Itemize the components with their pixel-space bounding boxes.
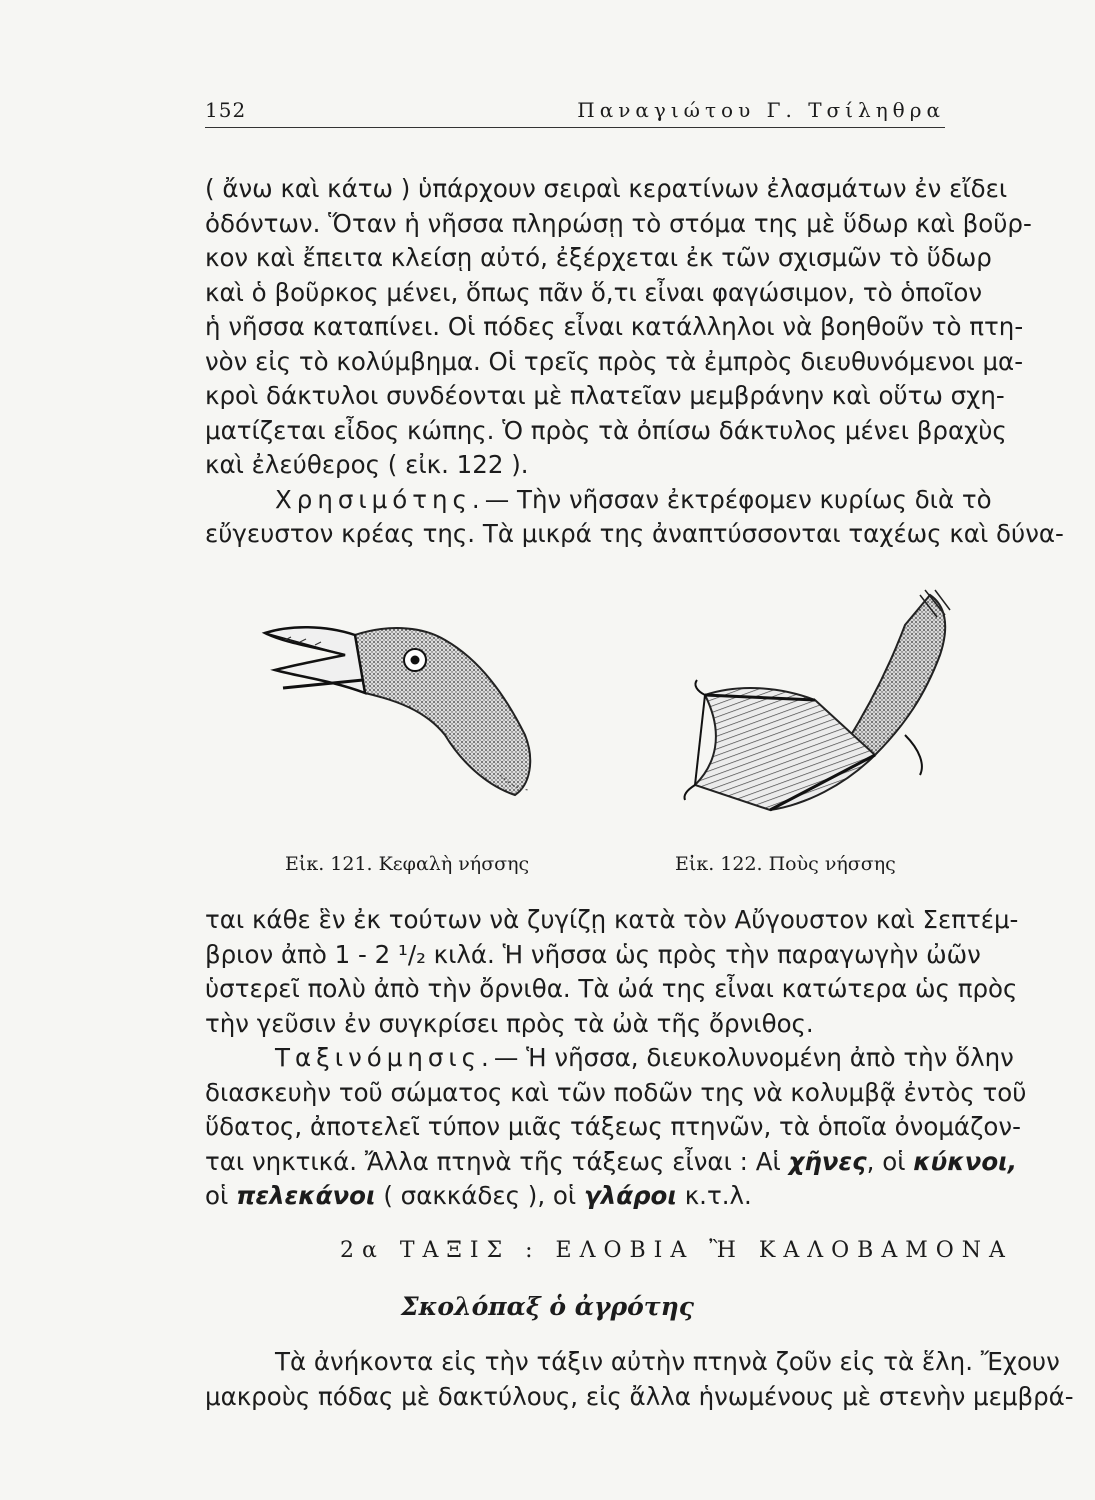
text-line: εὔγευστον κρέας της. Τὰ μικρά της ἀναπτύσσονται ταχέως καὶ δύνα- xyxy=(205,519,1064,548)
text-line: Τὰ ἀνήκοντα εἰς τὴν τάξιν αὐτὴν πτηνὰ ζοῦν εἰς τὰ ἕλη. Ἔχουν xyxy=(275,1347,1060,1376)
text-line: καὶ ἐλεύθερος ( εἰκ. 122 ). xyxy=(205,450,529,479)
text-line: ἡ νῆσσα καταπίνει. Οἱ πόδες εἶναι κατάλληλοι νὰ βοηθοῦν τὸ πτη- xyxy=(205,312,1024,341)
text-span: ( σακκάδες ), οἱ xyxy=(375,1181,584,1210)
duck-foot-illustration xyxy=(675,585,965,845)
text-block-top xyxy=(205,172,1064,552)
text-line: ὕδατος, ἀποτελεῖ τύπον μιᾶς τάξεως πτηνῶν, τὰ ὁποῖα ὀνομάζον- xyxy=(205,1112,1021,1141)
term-geese: χῆνες xyxy=(788,1146,867,1176)
text-line: ὑστερεῖ πολὺ ἀπὸ τὴν ὄρνιθα. Τὰ ὠά της εἶναι κατώτερα ὡς πρὸς xyxy=(205,974,1018,1003)
figure-121-caption: Εἰκ. 121. Κεφαλὴ νήσσης xyxy=(285,853,530,875)
running-head xyxy=(205,98,945,128)
duck-head-illustration xyxy=(245,585,545,815)
text-span: ται νηκτικά. Ἄλλα πτηνὰ τῆς τάξεως εἶναι : Αἱ xyxy=(205,1146,789,1176)
text-line: ( ἄνω καὶ κάτω ) ὑπάρχουν σειραὶ κερατίνων ἐλασμάτων ἐν εἴδει xyxy=(205,174,1008,203)
page-number: 152 xyxy=(205,98,247,122)
text-line xyxy=(205,1179,950,1214)
text-line xyxy=(205,1145,1018,1180)
figure-122-caption: Εἰκ. 122. Ποὺς νήσσης xyxy=(675,853,896,875)
running-title: Παναγιώτου Γ. Τσίληθρα xyxy=(577,98,945,122)
text-line: διασκευὴν τοῦ σώματος καὶ τῶν ποδῶν της νὰ κολυμβᾷ ἐντὸς τοῦ xyxy=(205,1077,1027,1107)
text-line: τὴν γεῦσιν ἐν συγκρίσει πρὸς τὰ ὠὰ τῆς ὄρνιθος. xyxy=(205,1008,814,1038)
text-span: — Ἡ νῆσσα, διευκολυνομένη ἀπὸ τὴν ὅλην xyxy=(493,1043,1014,1072)
header-rule xyxy=(205,127,945,128)
figures-row xyxy=(205,585,950,885)
text-line: καὶ ὁ βοῦρκος μένει, ὅπως πᾶν ὅ,τι εἶναι φαγώσιμον, τὸ ὁποῖον xyxy=(205,277,983,307)
paragraph-usefulness xyxy=(205,483,992,518)
text-line: μακροὺς πόδας μὲ δακτύλους, εἰς ἄλλα ἡνωμένους μὲ στενὴν μεμβρά- xyxy=(205,1381,1074,1411)
text-line: βριον ἀπὸ 1 - 2 ¹/₂ κιλά. Ἡ νῆσσα ὡς πρὸς τὴν παραγωγὴν ὠῶν xyxy=(205,939,981,969)
text-line: κον καὶ ἔπειτα κλείσῃ αὐτό, ἐξέρχεται ἐκ τῶν σχισμῶν τὸ ὕδωρ xyxy=(205,243,992,272)
text-span: οἱ xyxy=(205,1181,237,1210)
section-heading-usefulness: Χρησιμότης. xyxy=(275,484,485,514)
section-heading-classification: Ταξινόμησις. xyxy=(275,1043,494,1072)
text-line: νὸν εἰς τὸ κολύμβημα. Οἱ τρεῖς πρὸς τὰ ἐμπρὸς διευθυνόμενοι μα- xyxy=(205,346,1024,376)
text-block-bottom xyxy=(205,1345,1074,1414)
term-pelicans: πελεκάνοι xyxy=(236,1181,376,1210)
term-gulls: γλάροι xyxy=(584,1181,677,1210)
text-span: κ.τ.λ. xyxy=(676,1181,752,1210)
paragraph-classification xyxy=(205,1041,1014,1076)
term-swans: κύκνοι, xyxy=(913,1146,1018,1176)
text-line: ὀδόντων. Ὅταν ἡ νῆσσα πληρώσῃ τὸ στόμα της μὲ ὕδωρ καὶ βοῦρ- xyxy=(205,208,1032,238)
text-line: κροὶ δάκτυλοι συνδέονται μὲ πλατεῖαν μεμβράνην καὶ οὕτω σχη- xyxy=(205,381,1005,410)
text-span: , οἱ xyxy=(866,1146,914,1176)
order-title: 2α ΤΑΞΙΣ : ΕΛΟΒΙΑ Ἢ ΚΑΛΟΒΑΜΟΝΑ xyxy=(340,1238,1013,1263)
species-title: Σκολόπαξ ὁ ἀγρότης xyxy=(401,1292,694,1321)
text-line: ματίζεται εἶδος κώπης. Ὁ πρὸς τὰ ὀπίσω δάκτυλος μένει βραχὺς xyxy=(205,415,1007,445)
text-block-middle xyxy=(205,903,1027,1214)
text-span: — Τὴν νῆσσαν ἐκτρέφομεν κυρίως διὰ τὸ xyxy=(484,484,992,514)
text-line: ται κάθε ἓν ἐκ τούτων νὰ ζυγίζῃ κατὰ τὸν Αὔγουστον καὶ Σεπτέμ- xyxy=(205,905,1019,934)
